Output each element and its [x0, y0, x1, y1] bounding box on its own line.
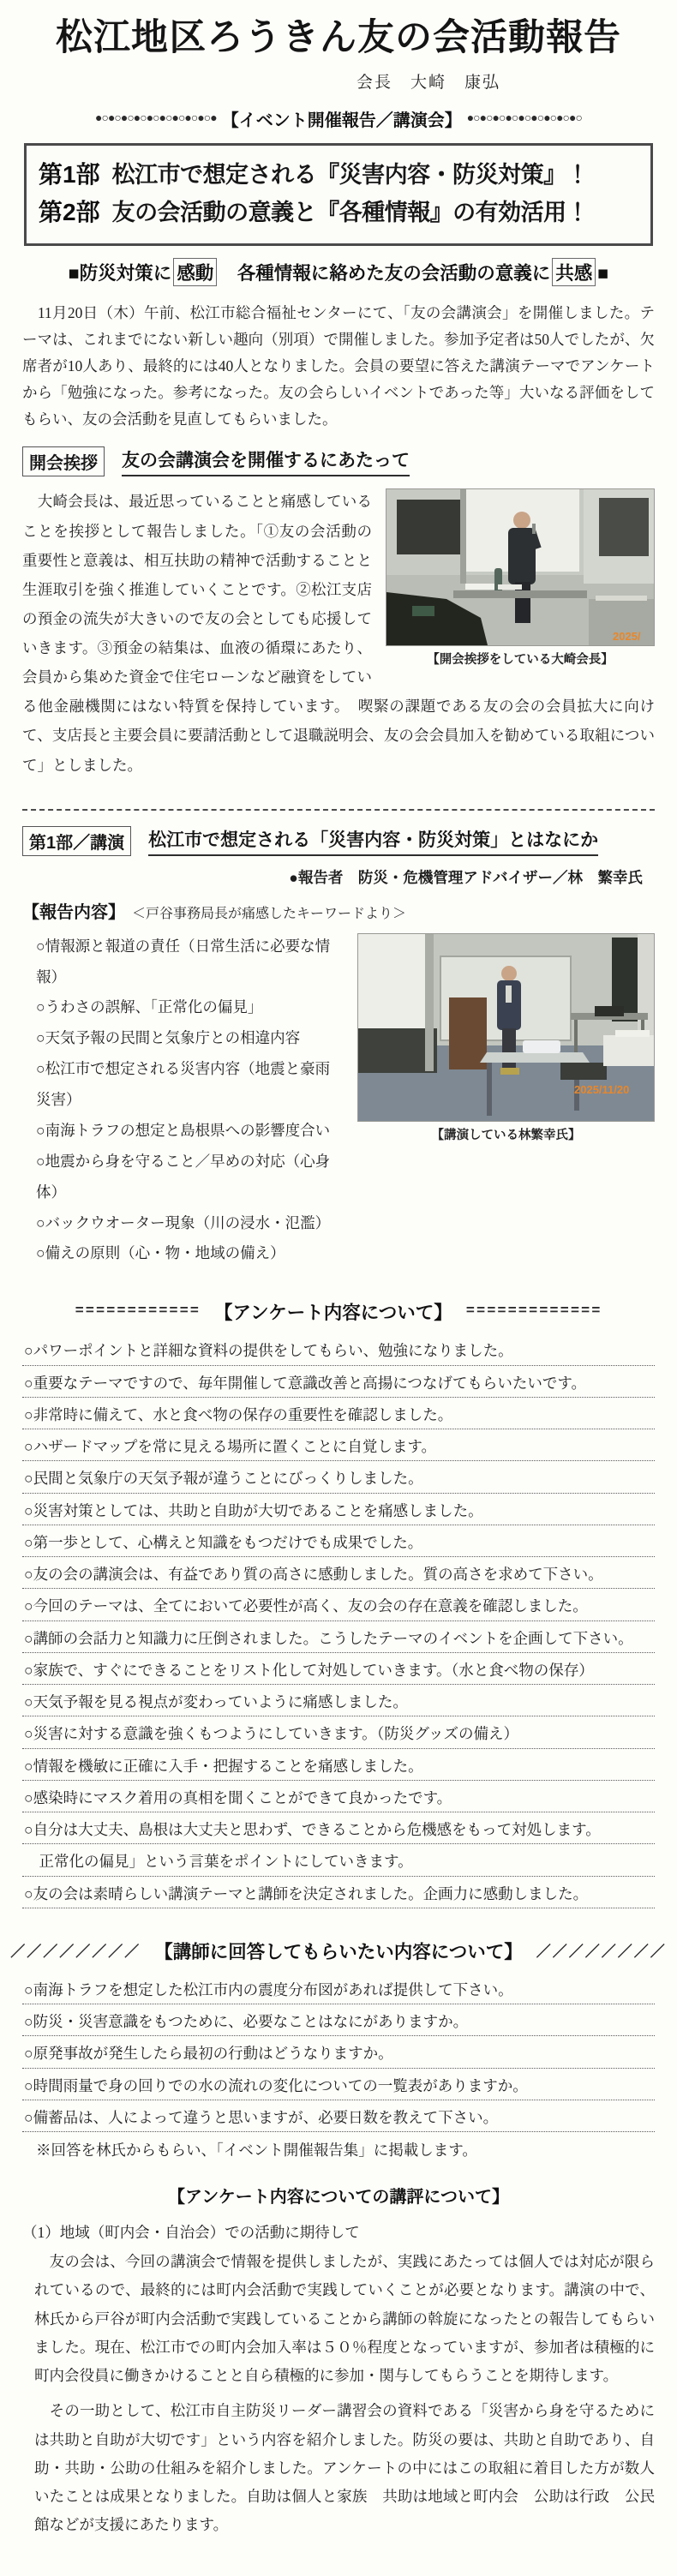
- survey-item: ○非常時に備えて、水と食べ物の保存の重要性を確認しました。: [22, 1398, 655, 1429]
- survey-item: ○ハザードマップを常に見える場所に置くことに自覚します。: [22, 1429, 655, 1461]
- survey-item: ○講師の会話力と知識力に圧倒されました。こうしたテーマのイベントを企画して下さい。: [22, 1621, 655, 1653]
- report-content-sub: ＜戸谷事務局長が痛感したキーワードより＞: [132, 906, 407, 921]
- survey-header-deco-left: ============: [75, 1303, 201, 1321]
- banner-dots-right: ●○●○●○●○●○●○●○●○●○: [466, 111, 582, 125]
- report-content-label: 【報告内容】: [22, 902, 125, 922]
- banner-dots-left: ●○●○●○●○●○●○●○●○●○●: [95, 111, 217, 125]
- question-item: ○時間雨量で身の回りでの水の流れの変化についての一覧表がありますか。: [22, 2069, 655, 2100]
- survey-section-header: [22, 1298, 655, 1325]
- keyword-item: ○地震から身を守ること／早めの対応（心身体）: [36, 1152, 331, 1201]
- part2-title: 友の会活動の意義と『各種情報』の有効活用！: [111, 199, 590, 225]
- keyword-item: ○南海トラフの想定と島根県への影響度合い: [36, 1121, 331, 1139]
- keyword-item: ○うわさの誤解、「正常化の偏見」: [36, 998, 263, 1016]
- survey-item: ○重要なテーマですので、毎年開催して意識改善と高揚につなげてもらいたいです。: [22, 1366, 655, 1398]
- opening-photo-caption: 【開会挨拶をしている大崎会長】: [427, 653, 614, 668]
- survey-item: ○天気予報を見る視点が変わっていように痛感しました。: [22, 1685, 655, 1716]
- opening-photo-block: [386, 488, 655, 668]
- lecture-photo-block: [357, 933, 655, 1143]
- photo2-datestamp: 2025/11/20: [574, 1082, 630, 1096]
- survey-item: ○第一歩として、心構えと知識をもつだけでも成果でした。: [22, 1525, 655, 1557]
- survey-list: [22, 1333, 655, 1908]
- survey-item: ○今回のテーマは、全てにおいて必要性が高く、友の会の存在意義を確認しました。: [22, 1589, 655, 1620]
- part2-label: 第2部: [39, 198, 100, 225]
- page-title: 松江地区ろうきん友の会活動報告: [56, 17, 621, 58]
- impression-suffix: ■: [597, 262, 609, 284]
- photo1-datestamp: 2025/: [613, 630, 641, 644]
- program-box: [24, 143, 653, 246]
- keyword-item: ○天気予報の民間と気象庁との相違内容: [36, 1029, 301, 1047]
- question-item: ○南海トラフを想定した松江市内の震度分布図があれば提供して下さい。: [22, 1973, 655, 2004]
- impression-word-kando: 感動: [173, 258, 217, 286]
- opening-section-body: [22, 487, 655, 791]
- survey-item: ○友の会の講演会は、有益であり質の高さに感動しました。質の高さを求めて下さい。: [22, 1557, 655, 1589]
- question-item: ○防災・災害意識をもつために、必要なことはなにがありますか。: [22, 2004, 655, 2036]
- survey-item: ○感染時にマスク着用の真相を聞くことができて良かったです。: [22, 1781, 655, 1812]
- opening-section-head: [22, 446, 655, 476]
- survey-item: ○情報を機敏に正確に入手・把握することを痛感しました。: [22, 1749, 655, 1781]
- review-paragraph-2: その一助として、松江市自主防災リーダー講習会の資料である「災害から身を守るためには共助と自助が大切です」という内容を紹介しました。防災の要は、共助と自助であり、自助・共助・公助の仕組みを紹介しました。アンケートの中にはこの取組に着目した方が数人いたことは成果となりました。自助は個人と家族 共助は地域と町内会 公助は行政 公民館などが支援にあたります。: [34, 2402, 655, 2534]
- report-content-line: [22, 898, 655, 923]
- opening-label-box: 開会挨拶: [22, 446, 105, 476]
- impression-word-kyokan: 共感: [552, 258, 596, 286]
- question-item: ○備蓄品は、人によって違うと思いますが、必要日数を教えて下さい。: [22, 2100, 655, 2132]
- questions-header-deco-left: ／／／／／／／／: [10, 1945, 141, 1962]
- survey-item: ○友の会は素晴らしい講演テーマと講師を決定されました。企画力に感動しました。: [22, 1877, 655, 1908]
- opening-greeting-photo: [386, 488, 655, 646]
- intro-paragraph: 11月20日（木）午前、松江市総合福祉センターにて、「友の会講演会」を開催しました。テーマは、これまでにない新しい趣向（別項）で開催しました。参加予定者は50人でしたが、欠席者が10人あり、最終的には40人となりました。会員の要望に答えた講演テーマでアンケートから「勉強になった。参考になった。友の会らしいイベントであった等」大いなる評価をしてもらい、友の会活動を見直してもらいました。: [22, 303, 655, 428]
- survey-item: ○自分は大丈夫、島根は大丈夫と思わず、できることから危機感をもって対処します。: [22, 1812, 655, 1844]
- opening-heading: 友の会講演会を開催するにあたって: [122, 446, 410, 476]
- part1-label: 第1部: [39, 161, 100, 188]
- survey-header-title: 【アンケート内容について】: [214, 1303, 452, 1324]
- section-divider: [22, 809, 655, 811]
- program-line-2: [39, 194, 638, 231]
- survey-item: ○民間と気象庁の天気予報が違うことにびっくりしました。: [22, 1461, 655, 1493]
- survey-item: ○災害に対する意識を強くもつようにしていきます。（防災グッズの備え）: [22, 1716, 655, 1748]
- questions-note: ※回答を林氏からもらい、「イベント開催報告集」に掲載します。: [36, 2142, 477, 2160]
- survey-item: ○パワーポイントと詳細な資料の提供をしてもらい、勉強になりました。: [22, 1333, 655, 1365]
- lecture-photo: [357, 933, 655, 1122]
- lecture-label-box: 第1部／講演: [22, 826, 131, 856]
- part1-title: 松江市で想定される『災害内容・防災対策』！: [111, 162, 590, 188]
- author-line: 会長 大崎 康弘: [356, 74, 500, 92]
- review-item-heading: （1）地域（町内会・自治会）での活動に期待して: [22, 2224, 360, 2242]
- question-item: ○原発事故が発生したら最初の行動はどうなりますか。: [22, 2036, 655, 2068]
- lecture-section-head: [22, 826, 655, 856]
- program-line-1: [39, 156, 638, 194]
- survey-item-continuation: 正常化の偏見」という言葉をポイントにしていきます。: [22, 1844, 655, 1876]
- questions-header-deco-right: ／／／／／／／／: [536, 1945, 667, 1962]
- review-section-header: 【アンケート内容についての講評について】: [168, 2188, 509, 2208]
- questions-header-title: 【講師に回答してもらいたい内容について】: [154, 1941, 523, 1962]
- lecture-photo-caption: 【講演している林繁幸氏】: [431, 1128, 581, 1142]
- survey-item: ○災害対策としては、共助と自助が大切であることを痛感しました。: [22, 1494, 655, 1525]
- questions-section-header: [10, 1938, 667, 1964]
- reporter-line: ●報告者 防災・危機管理アドバイザー／林 繁幸氏: [289, 868, 643, 886]
- review-paragraph-1: 友の会は、今回の講演会で情報を提供しましたが、実践にあたっては個人では対応が限られているので、最終的には町内会活動で実践していくことが必要となります。講演の中で、林氏から戸谷が町内会活動で実践していることから講師の斡旋になったとの報告してもらいました。現在、松江市での町内会加入率は５０％程度となっていますが、参加者は積極的に町内会役員に働きかけることと自ら積極的に参加・関与してもらうことを期待します。: [34, 2253, 655, 2385]
- survey-header-deco-right: =============: [465, 1303, 602, 1321]
- opening-paragraph: 大崎会長は、最近思っていることと痛感していることを挨拶として報告しました。「①友の会活動の重要性と意義は、相互扶助の精神で活動することと生涯取引を強く推進していくことです。②松江支店の預金の流失が大きいので友の会としても応援していきます。③預金の結集は、血液の循環にあたり、会員から集めた資金で住宅ローンなど融資をしている他金融機関にはない特質を保持しています。 喫緊の課題である友の会の会員拡大に向けて、支店長と主要会員に要請活動として退職説明会、友の会会員加入を勧めている取組について」としました。: [22, 493, 655, 774]
- impression-middle: 各種情報に絡めた友の会活動の意義に: [219, 262, 551, 284]
- keyword-item: ○バックウオーター現象（川の浸水・氾濫）: [36, 1213, 331, 1231]
- impression-line: [22, 258, 655, 286]
- keyword-item: ○備えの原則（心・物・地域の備え）: [36, 1244, 285, 1262]
- banner-label: 【イベント開催報告／講演会】: [221, 111, 462, 130]
- keyword-item: ○情報源と報道の責任（日常生活に必要な情報）: [36, 937, 331, 985]
- event-banner: [22, 106, 655, 131]
- impression-prefix: ■防災対策に: [68, 262, 172, 284]
- lecture-heading: 松江市で想定される「災害内容・防災対策」とはなにか: [148, 826, 598, 856]
- questions-list: [22, 1973, 655, 2132]
- keyword-item: ○松江市で想定される災害内容（地震と豪雨災害）: [36, 1060, 331, 1109]
- survey-item: ○家族で、すぐにできることをリスト化して対処していきます。（水と食べ物の保存）: [22, 1653, 655, 1685]
- lecture-section-body: [22, 932, 655, 1270]
